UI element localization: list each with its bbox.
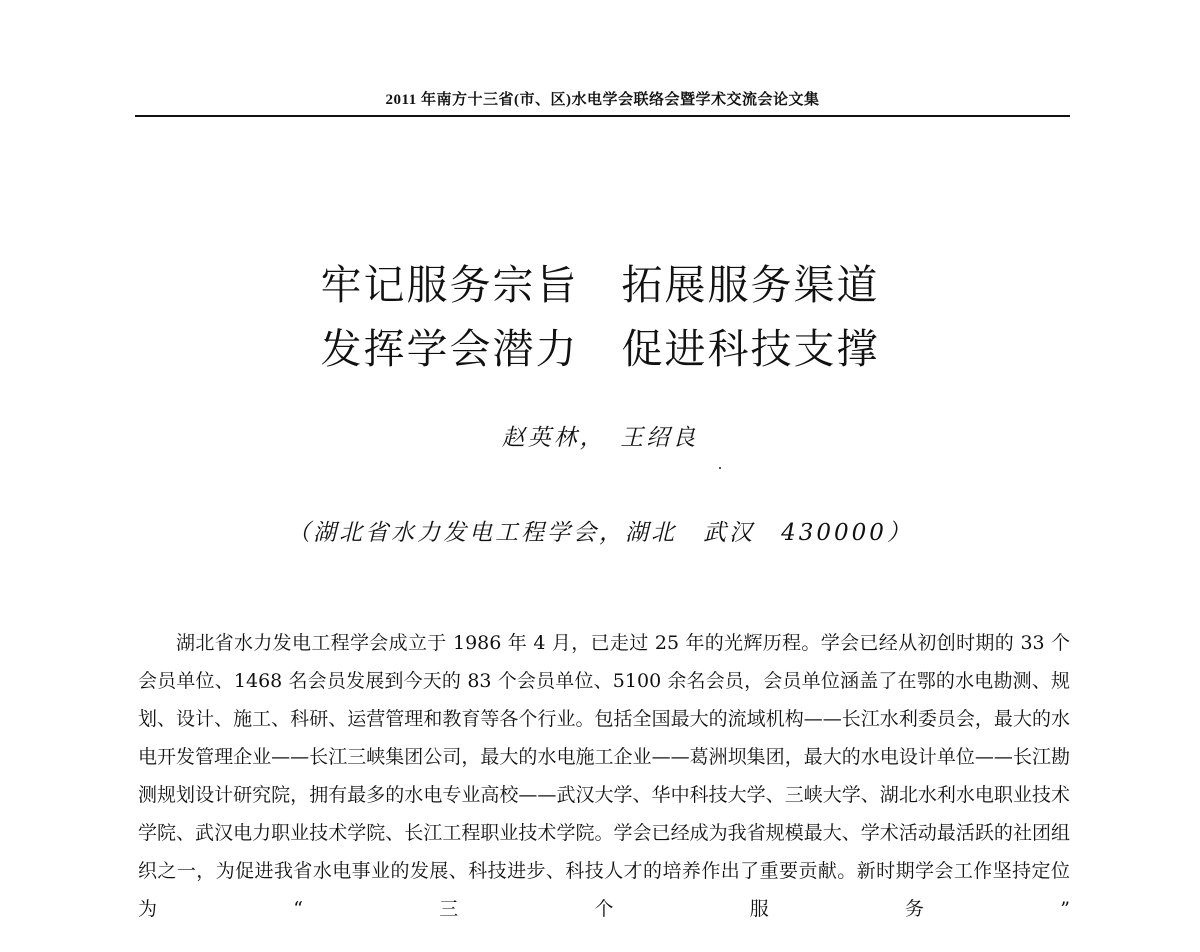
running-header: 2011 年南方十三省(市、区)水电学会联络会暨学术交流会论文集 <box>385 92 820 108</box>
body-text <box>138 624 1070 928</box>
authors: 赵英林， 王绍良 <box>501 425 699 451</box>
header-rule <box>135 115 1070 117</box>
affiliation: （湖北省水力发电工程学会，湖北 武汉 430000） <box>287 520 913 546</box>
title-line-1: 牢记服务宗旨 拓展服务渠道 <box>320 261 880 309</box>
scan-speck <box>719 467 721 469</box>
body-paragraph: 湖北省水力发电工程学会成立于 1986 年 4 月，已走过 25 年的光辉历程。学会已经从初创时期的 33 个会员单位、1468 名会员发展到今天的 83 个会员单位、5100 余名会员，会员单位涵盖了在鄂的水电勘测、规划、设计、施工、科研、运营管理和教育等各个行业。包括全国最大的流域机构——长江水利委员会，最大的水电开发管理企业——长江三峡集团公司，最大的水电施工企业——葛洲坝集团，最大的水电设计单位——长江勘测规划设计研究院，拥有最多的水电专业高校——武汉大学、华中科技大学、三峡大学、湖北水利水电职业技术学院、武汉电力职业技术学院、长江工程职业技术学院。学会已经成为我省规模最大、学术活动最活跃的社团组织之一，为促进我省水电事业的发展、科技进步、科技人才的培养作出了重要贡献。新时期学会工作坚持定位为“三个服务” <box>138 632 1070 920</box>
title-line-2: 发挥学会潜力 促进科技支撑 <box>320 325 880 373</box>
